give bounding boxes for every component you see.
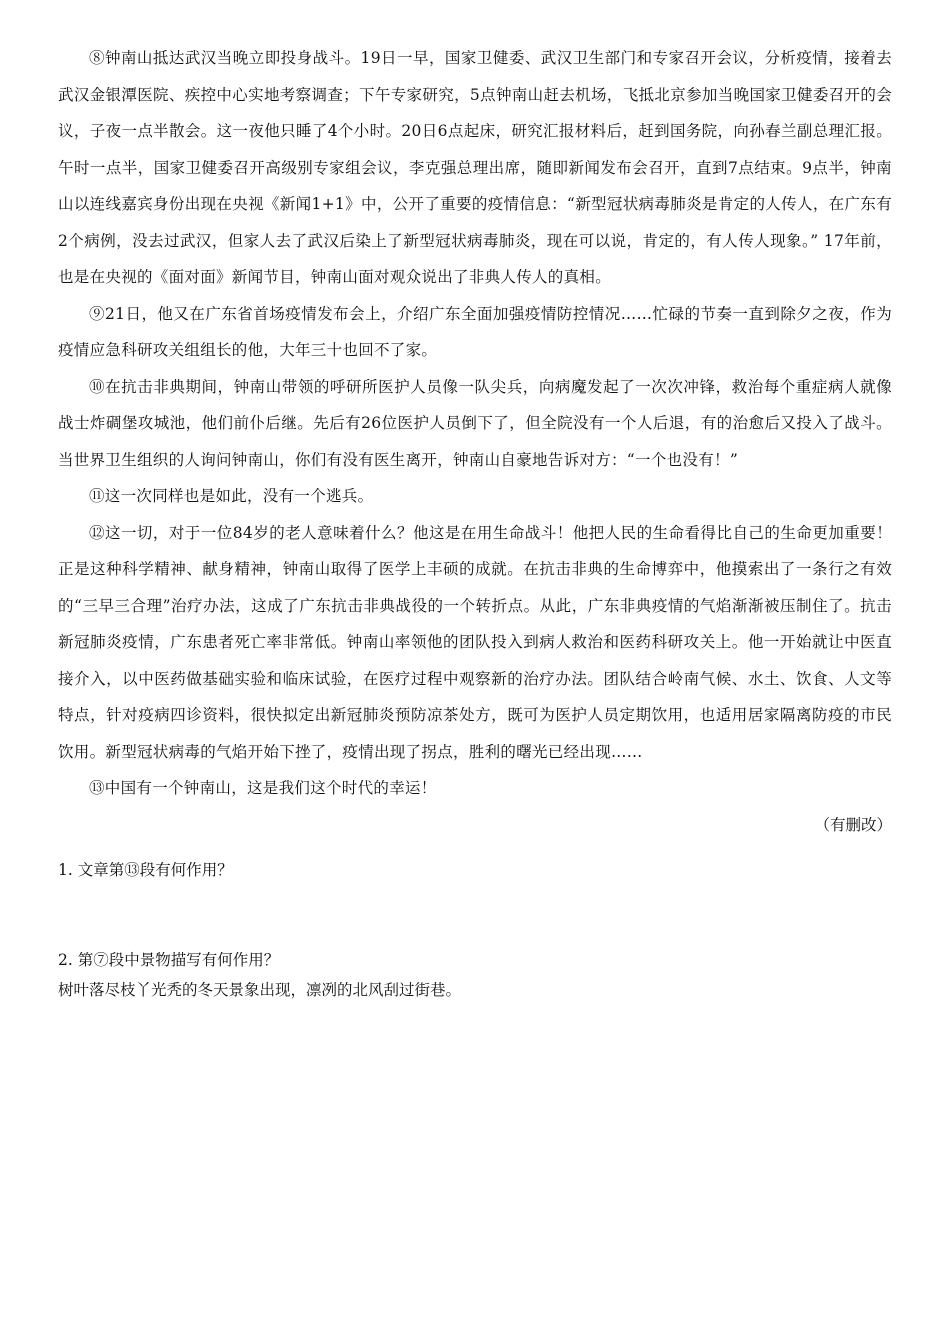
- answer-2: 树叶落尽枝丫光秃的冬天景象出现，凛冽的北风刮过街巷。: [58, 980, 462, 999]
- paragraph-12: ⑫这一切，对于一位84岁的老人意味着什么？他这是在用生命战斗！他把人民的生命看得比自己的生命更加重要！正是这种科学精神、献身精神，钟南山取得了医学上丰硕的成就。在抗击非典的生命博弈中，他摸索出了一条行之有效的“三早三合理”治疗办法，这成了广东抗击非典战役的一个转折点。从此，广东非典疫情的气焰渐渐被压制住了。抗击新冠肺炎疫情，广东患者死亡率非常低。钟南山率领他的团队投入到病人救治和医药科研攻关上。他一开始就让中医直接介入，以中医药做基础实验和临床试验，在医疗过程中观察新的治疗办法。团队结合岭南气候、水土、饮食、人文等特点，针对疫病四诊资料，很快拟定出新冠肺炎预防凉茶处方，既可为医护人员定期饮用，也适用居家隔离防疫的市民饮用。新型冠状病毒的气焰开始下挫了，疫情出现了拐点，胜利的曙光已经出现……: [58, 523, 892, 761]
- paragraph-13: ⑬中国有一个钟南山，这是我们这个时代的幸运！: [89, 779, 437, 797]
- source-note: （有删改）: [814, 815, 892, 834]
- paragraph-10: ⑩在抗击非典期间，钟南山带领的呼研所医护人员像一队尖兵，向病魔发起了一次次冲锋，救治每个重症病人就像战士炸碉堡攻城池，他们前仆后继。先后有26位医护人员倒下了，但全院没有一个人后退，有的治愈后又投入了战斗。当世界卫生组织的人询问钟南山，你们有没有医生离开，钟南山自豪地告诉对方：“一个也没有！”: [58, 377, 892, 469]
- question-2: 2. 第⑦段中景物描写有何作用？: [58, 950, 280, 969]
- document-page: [58, 40, 892, 1005]
- paragraph-9: ⑨21日，他又在广东省首场疫情发布会上，介绍广东全面加强疫情防控情况……忙碌的节奏一直到除夕之夜，作为疫情应急科研攻关组组长的他，大年三十也回不了家。: [58, 304, 892, 359]
- question-1: 1. 文章第⑬段有何作用？: [58, 860, 233, 879]
- paragraph-11: ⑪这一次同样也是如此，没有一个逃兵。: [89, 487, 374, 505]
- paragraph-8: ⑧钟南山抵达武汉当晚立即投身战斗。19日一早，国家卫健委、武汉卫生部门和专家召开会议，分析疫情，接着去武汉金银潭医院、疾控中心实地考察调查；下午专家研究，5点钟南山赶去机场，飞抵北京参加当晚国家卫健委召开的会议，子夜一点半散会。这一夜他只睡了4个小时。20日6点起床，研究汇报材料后，赶到国务院，向孙春兰副总理汇报。午时一点半，国家卫健委召开高级别专家组会议，李克强总理出席，随即新闻发布会召开，直到7点结束。9点半，钟南山以连线嘉宾身份出现在央视《新闻1+1》中，公开了重要的疫情信息：“新型冠状病毒肺炎是肯定的人传人，在广东有2个病例，没去过武汉，但家人去了武汉后染上了新型冠状病毒肺炎，现在可以说，肯定的，有人传人现象。” 17年前，也是在央视的《面对面》新闻节目，钟南山面对观众说出了非典人传人的真相。: [58, 49, 892, 286]
